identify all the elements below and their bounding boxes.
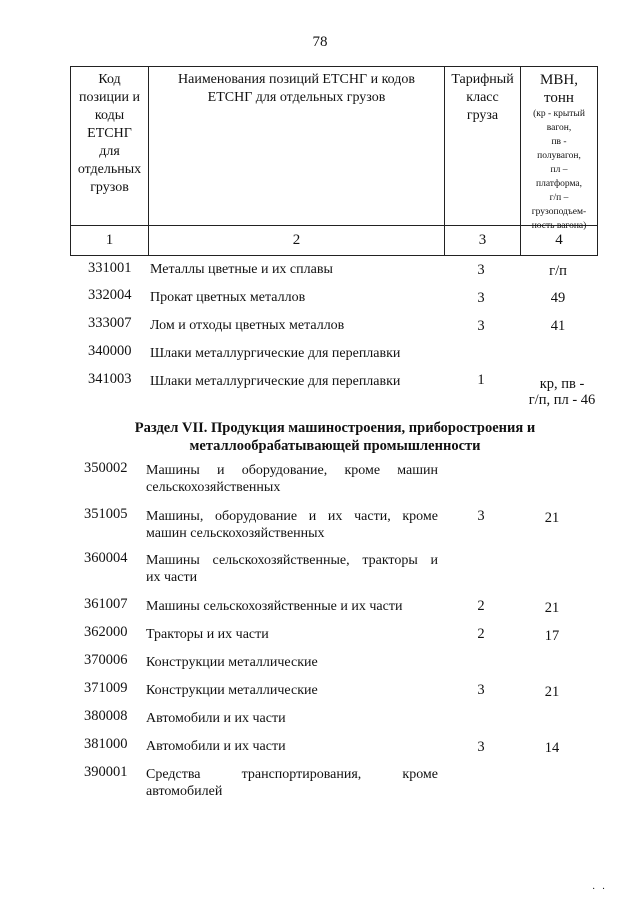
- row-name: Автомобили и их части: [146, 711, 286, 726]
- hdr-col1-line: грузов: [90, 180, 129, 195]
- row-code: 360004: [84, 550, 128, 566]
- hdr-col4-note: платформа,: [536, 179, 582, 189]
- row-name-line2: сельскохозяйственных: [146, 480, 281, 495]
- row-name: Лом и отходы цветных металлов: [150, 318, 345, 333]
- hdr-col3-line: Тарифный: [451, 72, 514, 87]
- row-code: 333007: [88, 315, 132, 331]
- hdr-col1-line: отдельных: [77, 162, 142, 177]
- row-class: 3: [477, 290, 485, 306]
- row-name: Автомобили и их части: [146, 739, 286, 754]
- row-code: 381000: [84, 736, 128, 752]
- row-class: 2: [477, 626, 485, 642]
- row-code: 370006: [84, 652, 128, 668]
- hdr-col4-note: полувагон,: [537, 151, 581, 161]
- row-code: 350002: [84, 460, 128, 476]
- section-title: [100, 419, 570, 455]
- hdr-col4-note: пв -: [551, 137, 567, 147]
- row-name: Прокат цветных металлов: [150, 290, 306, 305]
- row-mvn: 14: [544, 740, 560, 756]
- column-number: 1: [70, 226, 148, 256]
- header-col-name: [148, 66, 444, 226]
- row-code: 331001: [88, 260, 132, 276]
- header-col-mvn: [520, 66, 598, 231]
- hdr-col4-note: (кр - крытый: [533, 109, 585, 119]
- hdr-col3-line: груза: [466, 108, 499, 123]
- row-name: Металлы цветные и их сплавы: [150, 262, 333, 277]
- hdr-col1-line: для: [99, 144, 120, 159]
- hdr-col4-note: ность вагона): [531, 221, 587, 231]
- column-number: 3: [444, 226, 520, 256]
- row-code: 332004: [88, 287, 132, 303]
- row-name-line2: автомобилей: [146, 784, 223, 799]
- row-name: Машины сельскохозяйственные, тракторы и: [146, 553, 438, 568]
- row-mvn: 21: [544, 684, 560, 700]
- row-code: 362000: [84, 624, 128, 640]
- row-name: Средства транспортирования, кроме: [146, 767, 438, 782]
- hdr-col4-note: г/п –: [549, 193, 569, 203]
- row-code: 380008: [84, 708, 128, 724]
- row-class: 3: [477, 262, 485, 278]
- section-title-line: металлообрабатывающей промышленности: [189, 438, 481, 454]
- row-mvn: 21: [544, 510, 560, 526]
- row-mvn-line2: г/п, пл - 46: [528, 392, 596, 408]
- row-mvn: 21: [544, 600, 560, 616]
- row-code: 390001: [84, 764, 128, 780]
- row-mvn: г/п: [549, 263, 567, 279]
- hdr-col3-line: класс: [466, 90, 499, 105]
- row-name-line2: их части: [146, 570, 198, 585]
- hdr-col4-note: пл –: [550, 165, 568, 175]
- row-mvn: 49: [550, 290, 566, 306]
- hdr-col1-line: коды: [94, 108, 125, 123]
- row-class: 3: [477, 508, 485, 524]
- hdr-col4-note: вагон,: [546, 123, 572, 133]
- row-name: Машины сельскохозяйственные и их части: [146, 599, 403, 614]
- hdr-col1-line: позиции и: [79, 90, 140, 105]
- row-code: 361007: [84, 596, 128, 612]
- row-mvn: 41: [550, 318, 566, 334]
- row-class: 1: [477, 372, 485, 388]
- hdr-col4-note: грузоподъем-: [531, 207, 587, 217]
- row-class: 3: [477, 739, 485, 755]
- row-name-line2: машин сельскохозяйственных: [146, 526, 325, 541]
- row-name: Машины и оборудование, кроме машин: [146, 463, 438, 478]
- row-name: Конструкции металлические: [146, 655, 318, 670]
- row-name: Тракторы и их части: [146, 627, 269, 642]
- hdr-col2-line: ЕТСНГ для отдельных грузов: [207, 90, 386, 105]
- row-name: Конструкции металлические: [146, 683, 318, 698]
- row-name: Шлаки металлургические для переплавки: [150, 374, 401, 389]
- section-title-line: Раздел VII. Продукция машиностроения, приборостроения и: [134, 420, 536, 436]
- column-number: 4: [520, 226, 598, 256]
- hdr-col2-line: Наименования позиций ЕТСНГ и кодов: [178, 72, 415, 87]
- row-mvn: кр, пв -: [539, 376, 585, 392]
- row-code: 340000: [88, 343, 132, 359]
- scan-mark: · ·: [592, 884, 608, 895]
- row-mvn: 17: [544, 628, 560, 644]
- row-code: 371009: [84, 680, 128, 696]
- row-class: 3: [477, 682, 485, 698]
- row-class: 2: [477, 598, 485, 614]
- hdr-col1-line: ЕТСНГ: [87, 126, 132, 141]
- hdr-col4-title: МВН,: [540, 72, 578, 88]
- header-col-code: [70, 66, 148, 226]
- header-col-class: [444, 66, 520, 226]
- row-class: 3: [477, 318, 485, 334]
- row-code: 341003: [88, 371, 132, 387]
- hdr-col4-title: тонн: [544, 90, 574, 106]
- row-name: Шлаки металлургические для переплавки: [150, 346, 401, 361]
- row-code: 351005: [84, 506, 128, 522]
- row-name: Машины, оборудование и их части, кроме: [146, 509, 438, 524]
- column-number: 2: [148, 226, 444, 256]
- hdr-col1-line: Код: [98, 72, 121, 87]
- page-number: 78: [312, 34, 328, 50]
